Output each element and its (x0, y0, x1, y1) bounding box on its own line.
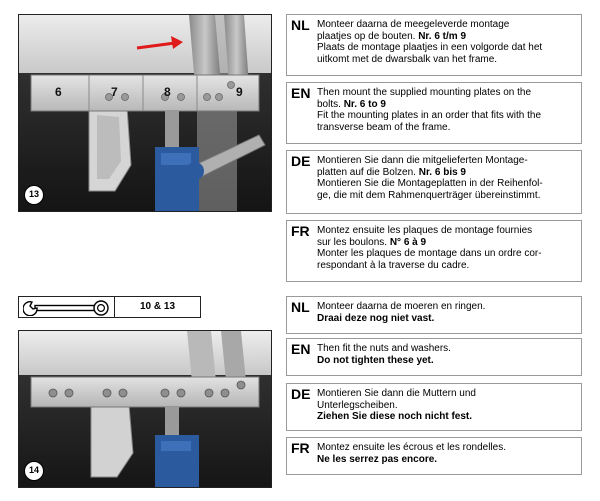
step-13-photo-illustration (19, 15, 272, 212)
instruction-line (317, 87, 577, 99)
instruction-en (286, 82, 582, 144)
instruction-line-emphasis: Nr. 6 t/m 9 (418, 30, 467, 42)
instruction-line-text: Fit the mounting plates in an order that fits with the (317, 110, 542, 122)
instruction-text (317, 86, 577, 140)
instruction-line-text: transverse beam of the frame. (317, 121, 451, 133)
wrench-icon (19, 297, 115, 317)
instruction-line-text: platten auf die Bolzen. (317, 166, 419, 178)
instruction-line (317, 178, 577, 190)
tool-indicator (18, 296, 201, 318)
instruction-text (317, 441, 577, 471)
instruction-line (317, 355, 577, 367)
language-code: FR (291, 440, 310, 456)
instruction-line (317, 388, 577, 400)
plate-number-8: 8 (164, 85, 171, 99)
instruction-line (317, 301, 577, 313)
instruction-line (317, 42, 577, 54)
language-code: DE (291, 386, 311, 402)
instruction-line (317, 190, 577, 202)
language-code: FR (291, 223, 310, 239)
instruction-line (317, 260, 577, 272)
tool-size-label: 10 & 13 (139, 301, 176, 312)
instruction-text (317, 154, 577, 210)
language-code: DE (291, 153, 311, 169)
instruction-line (317, 54, 577, 66)
instruction-line-emphasis: Do not tighten these yet. (317, 354, 434, 366)
instruction-line (317, 155, 577, 167)
instruction-line-text: Monteer daarna de meegeleverde montage (317, 19, 510, 30)
instruction-line (317, 400, 577, 412)
instruction-line-text: respondant à la traverse du cadre. (317, 259, 470, 271)
instruction-line-text: Montieren Sie dann die mitgelieferten Montage- (317, 155, 528, 166)
instruction-line-text: plaatjes op de bouten. (317, 30, 419, 42)
language-code: NL (291, 17, 310, 33)
instruction-nl (286, 296, 582, 334)
plate-number-9: 9 (236, 85, 243, 99)
instruction-line (317, 110, 577, 122)
instruction-line-text: bolts. (317, 98, 344, 110)
instruction-line-text: Montez ensuite les plaques de montage fournies (317, 225, 533, 236)
instruction-nl (286, 14, 582, 76)
instruction-en (286, 338, 582, 376)
instruction-line-emphasis: Nr. 6 to 9 (343, 98, 386, 110)
instruction-line-text: sur les boulons. (317, 236, 390, 248)
language-code: NL (291, 299, 310, 315)
instruction-line (317, 343, 577, 355)
instruction-line-text: Montez ensuite les écrous et les rondelles. (317, 442, 506, 453)
plate-number-7: 7 (111, 85, 118, 99)
instruction-text (317, 387, 577, 427)
step-number-badge: 13 (24, 185, 44, 205)
instruction-line (317, 313, 577, 325)
instruction-fr (286, 437, 582, 475)
instruction-line (317, 99, 577, 111)
instruction-line-emphasis: Ne les serrez pas encore. (317, 453, 438, 465)
instruction-line-text: Then fit the nuts and washers. (317, 343, 451, 354)
step-14-photo-illustration (19, 331, 272, 488)
instruction-line (317, 167, 577, 179)
step-14-photo (18, 330, 272, 488)
instruction-line (317, 442, 577, 454)
instruction-line-emphasis: Nr. 6 bis 9 (418, 166, 466, 178)
instruction-line-emphasis: Draai deze nog niet vast. (317, 312, 435, 324)
instruction-line-emphasis: N° 6 à 9 (389, 236, 427, 248)
instruction-line-text: uitkomt met de dwarsbalk van het frame. (317, 53, 498, 65)
language-code: EN (291, 341, 311, 357)
instruction-line (317, 31, 577, 43)
step-number-badge: 14 (24, 461, 44, 481)
instruction-fr (286, 220, 582, 282)
instruction-line-text: Montieren Sie die Montageplatten in der Reihenfol- (317, 178, 543, 190)
instruction-line-text: Unterlegscheiben. (317, 399, 398, 411)
step-13-photo (18, 14, 272, 212)
instruction-line-emphasis: Ziehen Sie diese noch nicht fest. (317, 411, 473, 423)
instruction-line (317, 237, 577, 249)
instruction-text (317, 300, 577, 330)
instruction-line-text: Monteer daarna de moeren en ringen. (317, 301, 486, 312)
plate-number-6: 6 (55, 85, 62, 99)
language-code: EN (291, 85, 311, 101)
instruction-de (286, 150, 582, 214)
instruction-line (317, 225, 577, 237)
instruction-line-text: Monter les plaques de montage dans un ordre cor- (317, 248, 542, 260)
instruction-line (317, 248, 577, 260)
instruction-text (317, 342, 577, 372)
instruction-line-text: Plaats de montage plaatjes in een volgorde dat het (317, 42, 543, 54)
instruction-text (317, 18, 577, 72)
instruction-line (317, 122, 577, 134)
instruction-line (317, 454, 577, 466)
instruction-line-text: Montieren Sie dann die Muttern und (317, 388, 476, 399)
instruction-line-text: ge, die mit dem Rahmenquerträger übereinstimmt. (317, 189, 541, 201)
instruction-de (286, 383, 582, 431)
instruction-line-text: Then mount the supplied mounting plates on the (317, 87, 532, 98)
instruction-text (317, 224, 577, 278)
instruction-line (317, 19, 577, 31)
instruction-line (317, 411, 577, 423)
